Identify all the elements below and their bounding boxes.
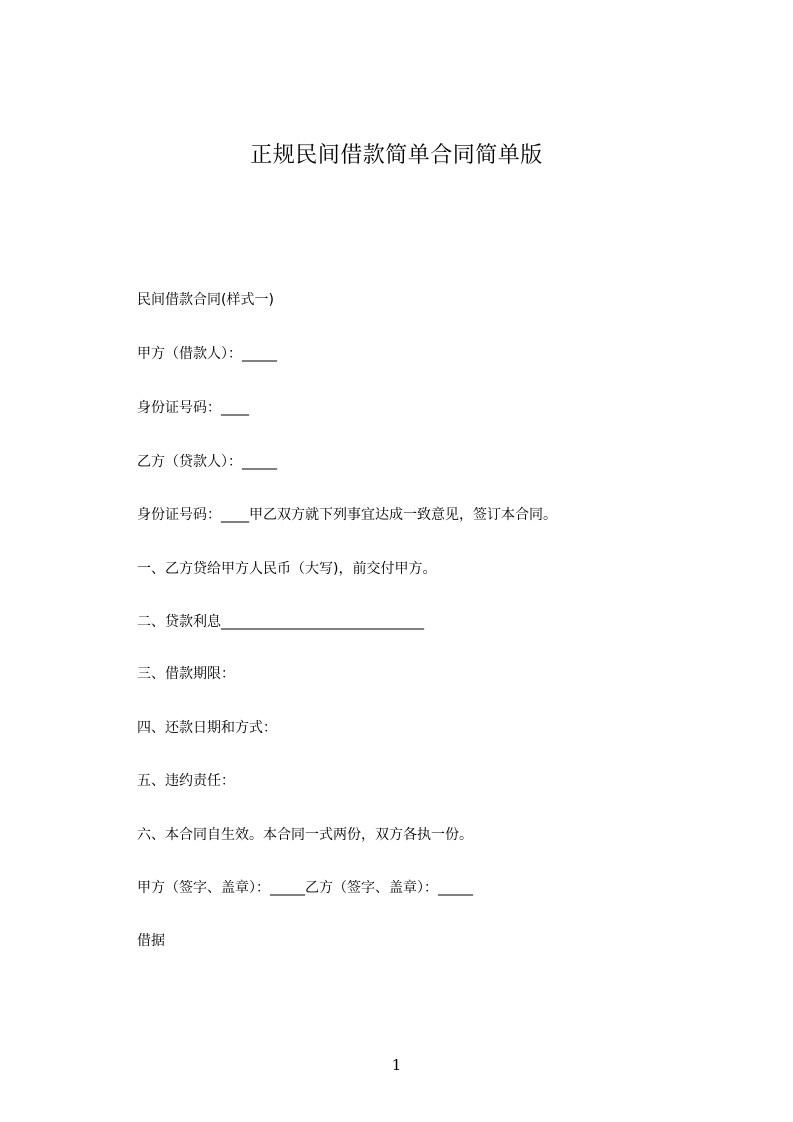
party-a-id-line: 身份证号码：____ <box>137 400 249 416</box>
clause-1: 一、乙方贷给甲方人民币（大写)，前交付甲方。 <box>137 561 437 577</box>
clause-4: 四、还款日期和方式： <box>137 720 277 736</box>
clause-2: 二、贷款利息_____________________________ <box>137 614 424 630</box>
party-a-line: 甲方（借款人）：_____ <box>137 346 277 362</box>
clause-3: 三、借款期限： <box>137 666 235 682</box>
clause-5: 五、违约责任： <box>137 773 235 789</box>
iou-heading: 借据 <box>137 933 165 949</box>
signature-line: 甲方（签字、盖章）：_____乙方（签字、盖章）：_____ <box>137 880 473 896</box>
contract-sample-heading: 民间借款合同(样式一) <box>137 292 274 308</box>
page-number: 1 <box>391 1056 402 1074</box>
party-b-line: 乙方（贷款人）：_____ <box>137 454 277 470</box>
party-b-id-line: 身份证号码：____甲乙双方就下列事宜达成一致意见，签订本合同。 <box>137 507 557 523</box>
clause-6: 六、本合同自生效。本合同一式两份，双方各执一份。 <box>137 827 473 843</box>
document-title: 正规民间借款简单合同简单版 <box>250 143 543 168</box>
